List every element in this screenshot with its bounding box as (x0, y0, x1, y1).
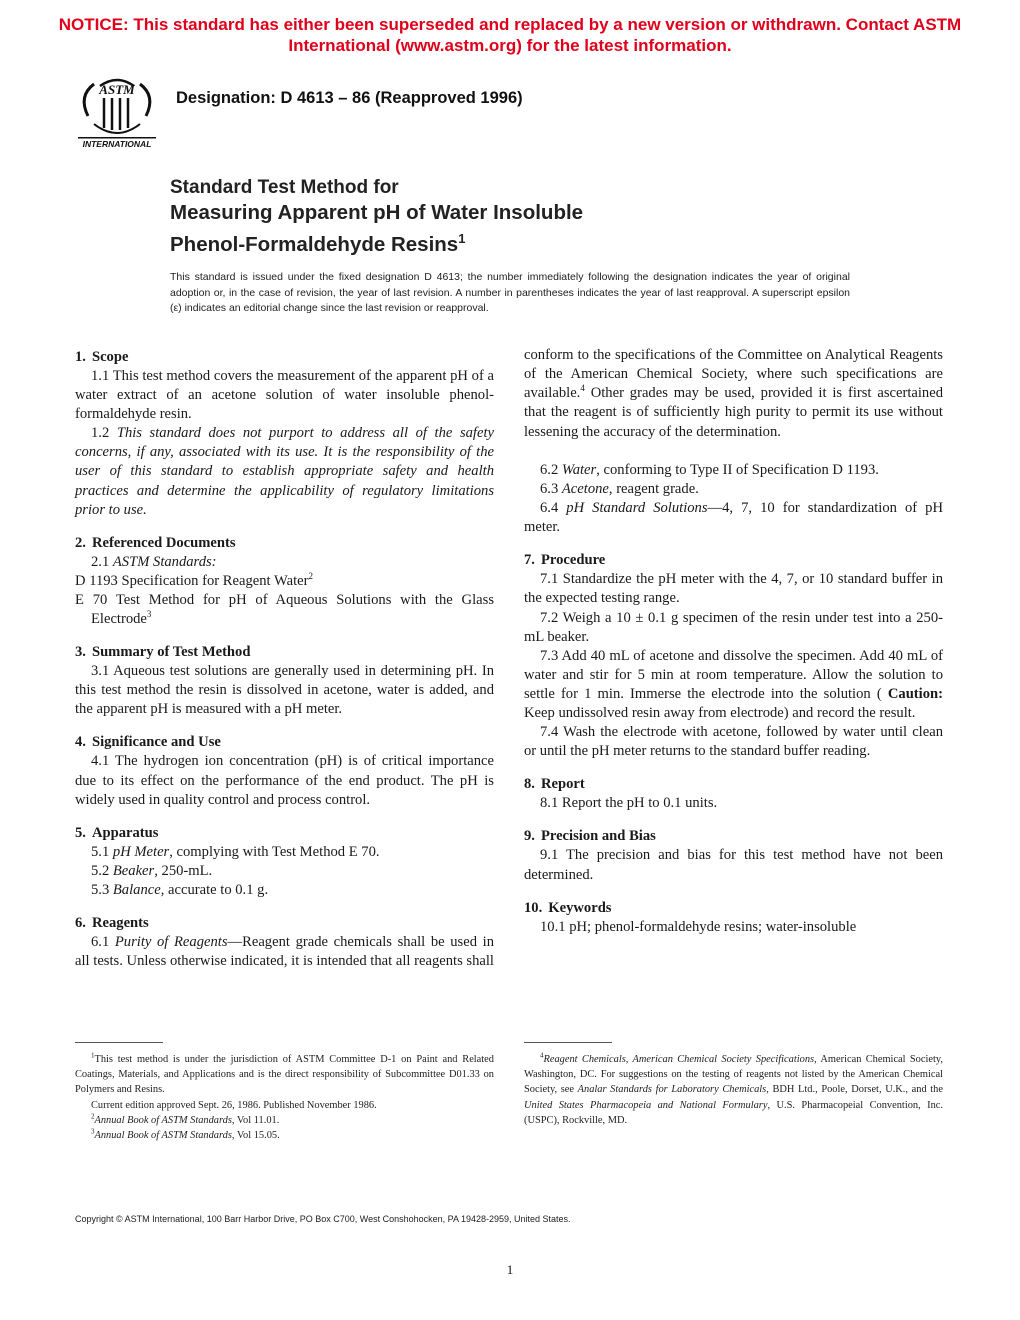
paragraph-6-1: 6.1 Purity of Reagents—Reagent grade chemicals shall be used in all tests. Unless otherwise indicated, it is intended that all reagents shall (75, 933, 494, 970)
astm-seal-logo-icon (74, 76, 160, 150)
footnote-3: $^3$Annual Book of ASTM Standards, Vol 15.05. (91, 1127, 280, 1142)
paragraph-2-1: 2.1 ASTM Standards: (91, 553, 217, 570)
paragraph-6-4: 6.4 pH Standard Solutions—4, 7, 10 for standardization of pH meter. (524, 500, 943, 536)
right-column (524, 346, 943, 937)
document-title (170, 176, 583, 258)
title-line-3 (170, 226, 583, 258)
astm-seal-logo (74, 76, 160, 150)
footnote-4: $^4$Reagent Chemicals, American Chemical Society Specifications, American Chemical Society, Washington, DC. For suggestions on the testing of reagents not listed by the American Chemical Society, see Analar Standards for Laboratory Chemicals, BDH Ltd., Poole, Dorset, U.K., and the United States Pharmacopeia and National Formulary, U.S. Pharmacopeial Convention, Inc. (USPC), Rockville, MD. (524, 1051, 943, 1126)
paragraph-7-2: 7.2 Weigh a 10 ± 0.1 g specimen of the resin under test into a 250-mL beaker. (524, 609, 943, 645)
logo-text: ASTM (99, 82, 135, 97)
paragraph-6-2: 6.2 Water, conforming to Type II of Specification D 1193. (540, 462, 879, 478)
section-heading-significance: 4. Significance and Use (75, 734, 221, 751)
paragraph-6-1-continued: conform to the specifications of the Committee on Analytical Reagents of the American Chemical Society, where such specifications are available.$^4$ Other grades may be used, provided it is first ascertained that the reagent is of sufficiently high purity to permit its use without lessening the accuracy of the determination. (524, 347, 943, 440)
copyright-line: Copyright © ASTM International, 100 Barr Harbor Drive, PO Box C700, West Conshohocken, PA 19428-2959, United States. (75, 1214, 571, 1224)
paragraph-7-4: 7.4 Wash the electrode with acetone, followed by water until clean or until the pH meter returns to the standard buffer reading. (524, 724, 943, 760)
footnotes-left (75, 1052, 494, 1143)
paragraph-10-1: 10.1 pH; phenol-formaldehyde resins; water-insoluble (540, 918, 857, 935)
paragraph-1-2: 1.2 This standard does not purport to address all of the safety concerns, if any, associated with its use. It is the responsibility of the user of this standard to establish appropriate safety and health practices and determine the applicability of regulatory limitations prior to use. (75, 425, 494, 518)
section-heading-scope: 1. Scope (75, 349, 129, 365)
left-column (75, 346, 494, 971)
footnote-divider-left (75, 1042, 163, 1043)
section-heading-summary: 3. Summary of Test Method (75, 644, 251, 661)
section-heading-keywords: 10. Keywords (524, 899, 612, 916)
paragraph-1-1: 1.1 This test method covers the measurement of the apparent pH of a water extract of an acetone solution of water insoluble phenol-formaldehyde resin. (75, 368, 494, 423)
footnote-1: $^1$This test method is under the jurisdiction of ASTM Committee D-1 on Paint and Related Coatings, Materials, and Applications and is the direct responsibility of Subcommittee D01.33 on Polymers and Resins. (75, 1051, 494, 1096)
logo-subtext: INTERNATIONAL (82, 139, 152, 149)
footnote-1-edition: Current edition approved Sept. 26, 1986. Published November 1986. (91, 1099, 377, 1111)
paragraph-5-3: 5.3 Balance, accurate to 0.1 g. (91, 881, 269, 898)
section-heading-reagents: 6. Reagents (75, 914, 149, 931)
paragraph-7-1: 7.1 Standardize the pH meter with the 4, 7, or 10 standard buffer in the expected testing range. (524, 571, 943, 607)
paragraph-5-1: 5.1 pH Meter, complying with Test Method E 70. (91, 843, 380, 860)
notice-line-2: International (www.astm.org) for the latest information. (288, 36, 732, 55)
paragraph-7-3: 7.3 Add 40 mL of acetone and dissolve the specimen. Add 40 mL of water and stir for 5 min at room temperature. Allow the solution to settle for 1 min. Immerse the electrode into the solution ( Caution: Keep undissolved resin away from electrode) and record the result. (524, 647, 943, 722)
designation: Designation: D 4613 – 86 (Reapproved 1996) (176, 89, 523, 107)
section-heading-apparatus: 5. Apparatus (75, 824, 159, 841)
title-line-1: Standard Test Method for (170, 177, 399, 198)
title-line-3-text: Phenol-Formaldehyde Resins (170, 232, 459, 256)
footnotes-right (524, 1052, 943, 1128)
footnote-divider-right (524, 1042, 612, 1043)
withdrawal-notice (40, 14, 980, 56)
section-heading-precision-bias: 9. Precision and Bias (524, 828, 656, 845)
paragraph-6-3: 6.3 Acetone, reagent grade. (540, 481, 699, 498)
paragraph-4-1: 4.1 The hydrogen ion concentration (pH) is of critical importance due to its effect on the performance of the end product. The pH is widely used in quality control and process control. (75, 753, 494, 808)
reference-e70: E 70 Test Method for pH of Aqueous Solutions with the Glass Electrode$^3$ (75, 591, 494, 628)
footnote-2: $^2$Annual Book of ASTM Standards, Vol 11.01. (91, 1112, 280, 1126)
section-heading-referenced-documents: 2. Referenced Documents (75, 534, 236, 551)
section-heading-procedure: 7. Procedure (524, 552, 606, 569)
paragraph-5-2: 5.2 Beaker, 250-mL. (91, 862, 213, 879)
notice-line-1: NOTICE: This standard has either been superseded and replaced by a new version or withdrawn. Contact ASTM (58, 15, 962, 34)
reference-d1193: D 1193 Specification for Reagent Water$^2$ (75, 570, 313, 589)
title-line-2: Measuring Apparent pH of Water Insoluble (170, 201, 584, 224)
paragraph-9-1: 9.1 The precision and bias for this test method have not been determined. (524, 847, 943, 883)
page-number: 1 (506, 1262, 514, 1277)
paragraph-8-1: 8.1 Report the pH to 0.1 units. (540, 795, 718, 812)
section-heading-report: 8. Report (524, 776, 585, 793)
paragraph-3-1: 3.1 Aqueous test solutions are generally used in determining pH. In this test method the resin is dissolved in acetone, water is added, and the apparent pH is measured with a pH meter. (75, 663, 494, 718)
title-footnote-mark: 1 (458, 231, 466, 246)
issuance-note: This standard is issued under the fixed designation D 4613; the number immediately following the designation indicates the year of original adoption or, in the case of revision, the year of last revision. A number in parentheses indicates the year of last reapproval. A superscript epsilon (ε) indicates an editorial change since the last revision or reapproval. (170, 271, 850, 314)
